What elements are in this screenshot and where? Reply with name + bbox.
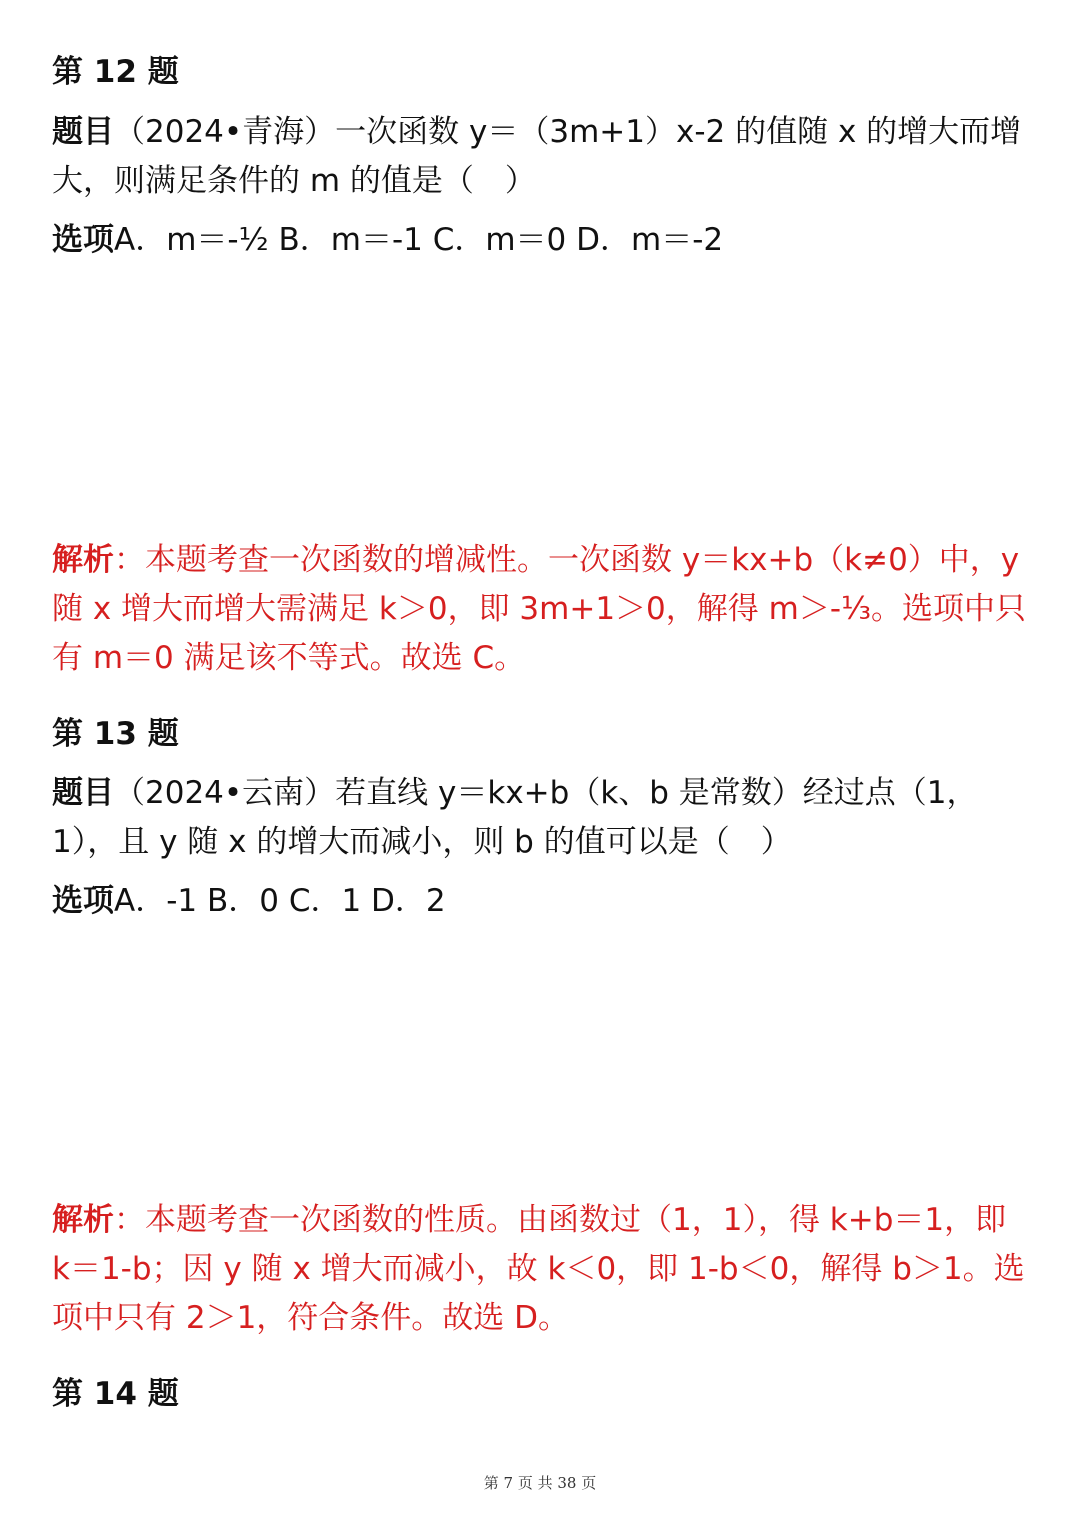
analysis-label: 解析 (52, 542, 114, 578)
options-text: A．m＝-½ B．m＝-1 C．m＝0 D．m＝-2 (114, 222, 724, 258)
stem-text: （2024•青海）一次函数 y＝（3m+1）x-2 的值随 x 的增大而增大，则满足条件的 m 的值是（ ） (52, 114, 1022, 199)
question-stem (52, 108, 1027, 206)
stem-text: （2024•云南）若直线 y＝kx+b（k、b 是常数）经过点（1，1），且 y 随 x 的增大而减小，则 b 的值可以是（ ） (52, 775, 978, 860)
question-13 (52, 714, 1027, 754)
options-label: 选项 (52, 222, 114, 258)
question-title: 第 12 题 (52, 54, 179, 90)
question-stem (52, 769, 1027, 867)
question-options (52, 877, 1027, 926)
stem-label: 题目 (52, 775, 114, 811)
question-analysis (52, 1196, 1027, 1343)
options-label: 选项 (52, 883, 114, 919)
analysis-text: ：本题考查一次函数的增减性。一次函数 y＝kx+b（k≠0）中，y 随 x 增大而增大需满足 k＞0，即 3m+1＞0，解得 m＞-⅓。选项中只有 m＝0 满足该不等式。故选 C。 (52, 542, 1027, 676)
question-options (52, 216, 1027, 265)
question-12 (52, 52, 1027, 92)
stem-label: 题目 (52, 114, 114, 150)
question-14 (52, 1374, 1027, 1414)
question-title: 第 13 题 (52, 716, 179, 752)
options-text: A．-1 B．0 C．1 D．2 (114, 883, 446, 919)
question-title: 第 14 题 (52, 1376, 179, 1412)
page-footer: 第 7 页 共 38 页 (483, 1474, 597, 1492)
question-analysis (52, 536, 1027, 683)
analysis-label: 解析 (52, 1202, 114, 1238)
analysis-text: ：本题考查一次函数的性质。由函数过（1，1），得 k+b＝1，即 k＝1-b；因 y 随 x 增大而减小，故 k＜0，即 1-b＜0，解得 b＞1。选项中只有 2＞1，符合条件。故选 D。 (52, 1202, 1025, 1336)
